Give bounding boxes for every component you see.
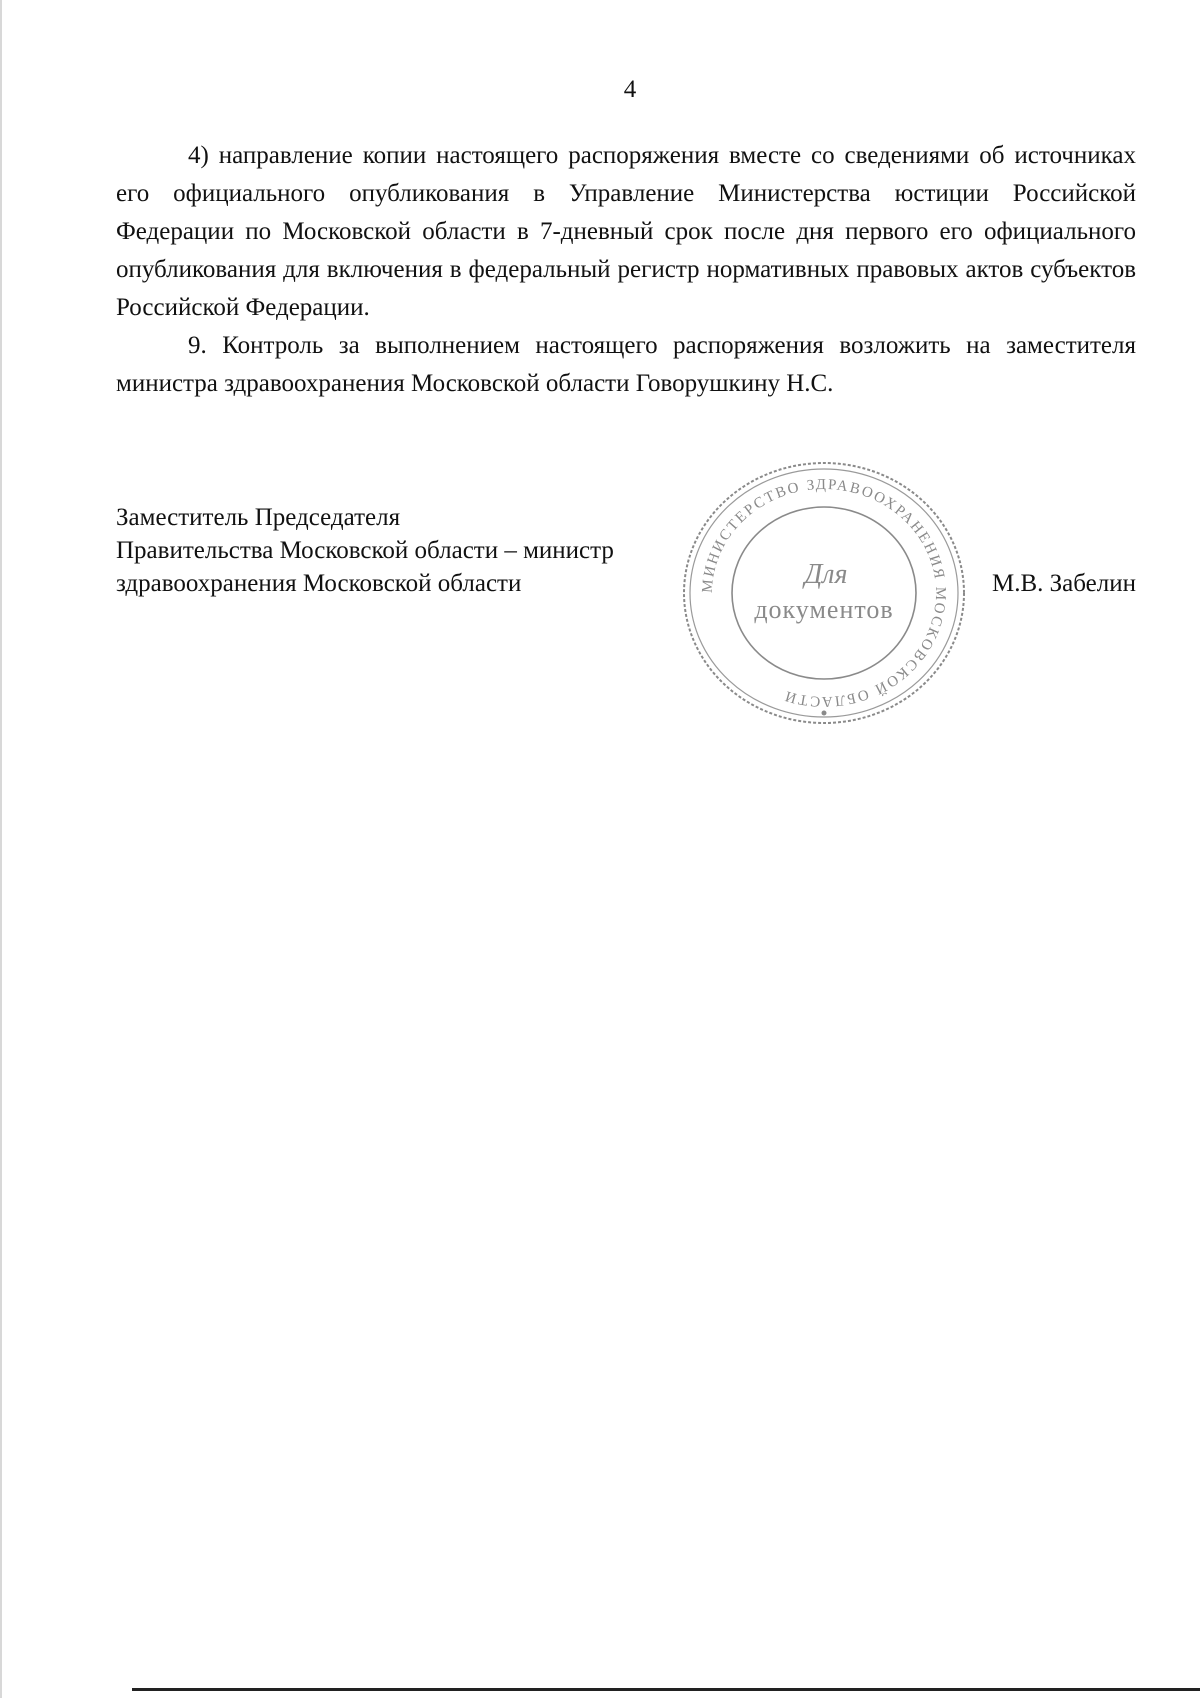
page-number: 4 bbox=[623, 76, 637, 103]
bottom-rule bbox=[132, 1688, 1200, 1691]
seal-graphic bbox=[676, 458, 972, 728]
signature-block bbox=[116, 501, 1136, 600]
svg-text:МИНИСТЕРСТВО ЗДРАВООХРАНЕНИЯ М bbox=[700, 477, 948, 709]
signature-title bbox=[116, 501, 1136, 600]
seal-ring-text: МИНИСТЕРСТВО ЗДРАВООХРАНЕНИЯ МОСКОВСКОЙ ОБЛАСТИ bbox=[699, 476, 949, 710]
seal-dot bbox=[822, 711, 827, 716]
seal-text-line1: Для bbox=[804, 559, 848, 590]
official-seal bbox=[676, 458, 972, 728]
signature-title-line: Заместитель Председателя bbox=[116, 504, 401, 531]
page-edge bbox=[0, 0, 2, 1698]
signatory-name: М.В. Забелин bbox=[992, 570, 1136, 597]
seal-text-line2: документов bbox=[754, 595, 894, 624]
paragraph-item-9: 9. Контроль за выполнением настоящего распоряжения возложить на заместителя министра здравоохранения Московской области Говорушкину Н.С. bbox=[116, 332, 1136, 397]
document-body bbox=[116, 137, 1136, 403]
signature-title-line: Правительства Московской области – министр bbox=[116, 537, 614, 564]
signature-title-line: здравоохранения Московской области bbox=[116, 570, 522, 597]
paragraph-item-4: 4) направление копии настоящего распоряжения вместе со сведениями об источниках его официального опубликования в Управление Министерства юстиции Российской Федерации по Московской области в 7-дневный срок после дня первого его официального опубликования для включения в федеральный регистр нормативных правовых актов субъектов Российской Федерации. bbox=[116, 142, 1136, 321]
